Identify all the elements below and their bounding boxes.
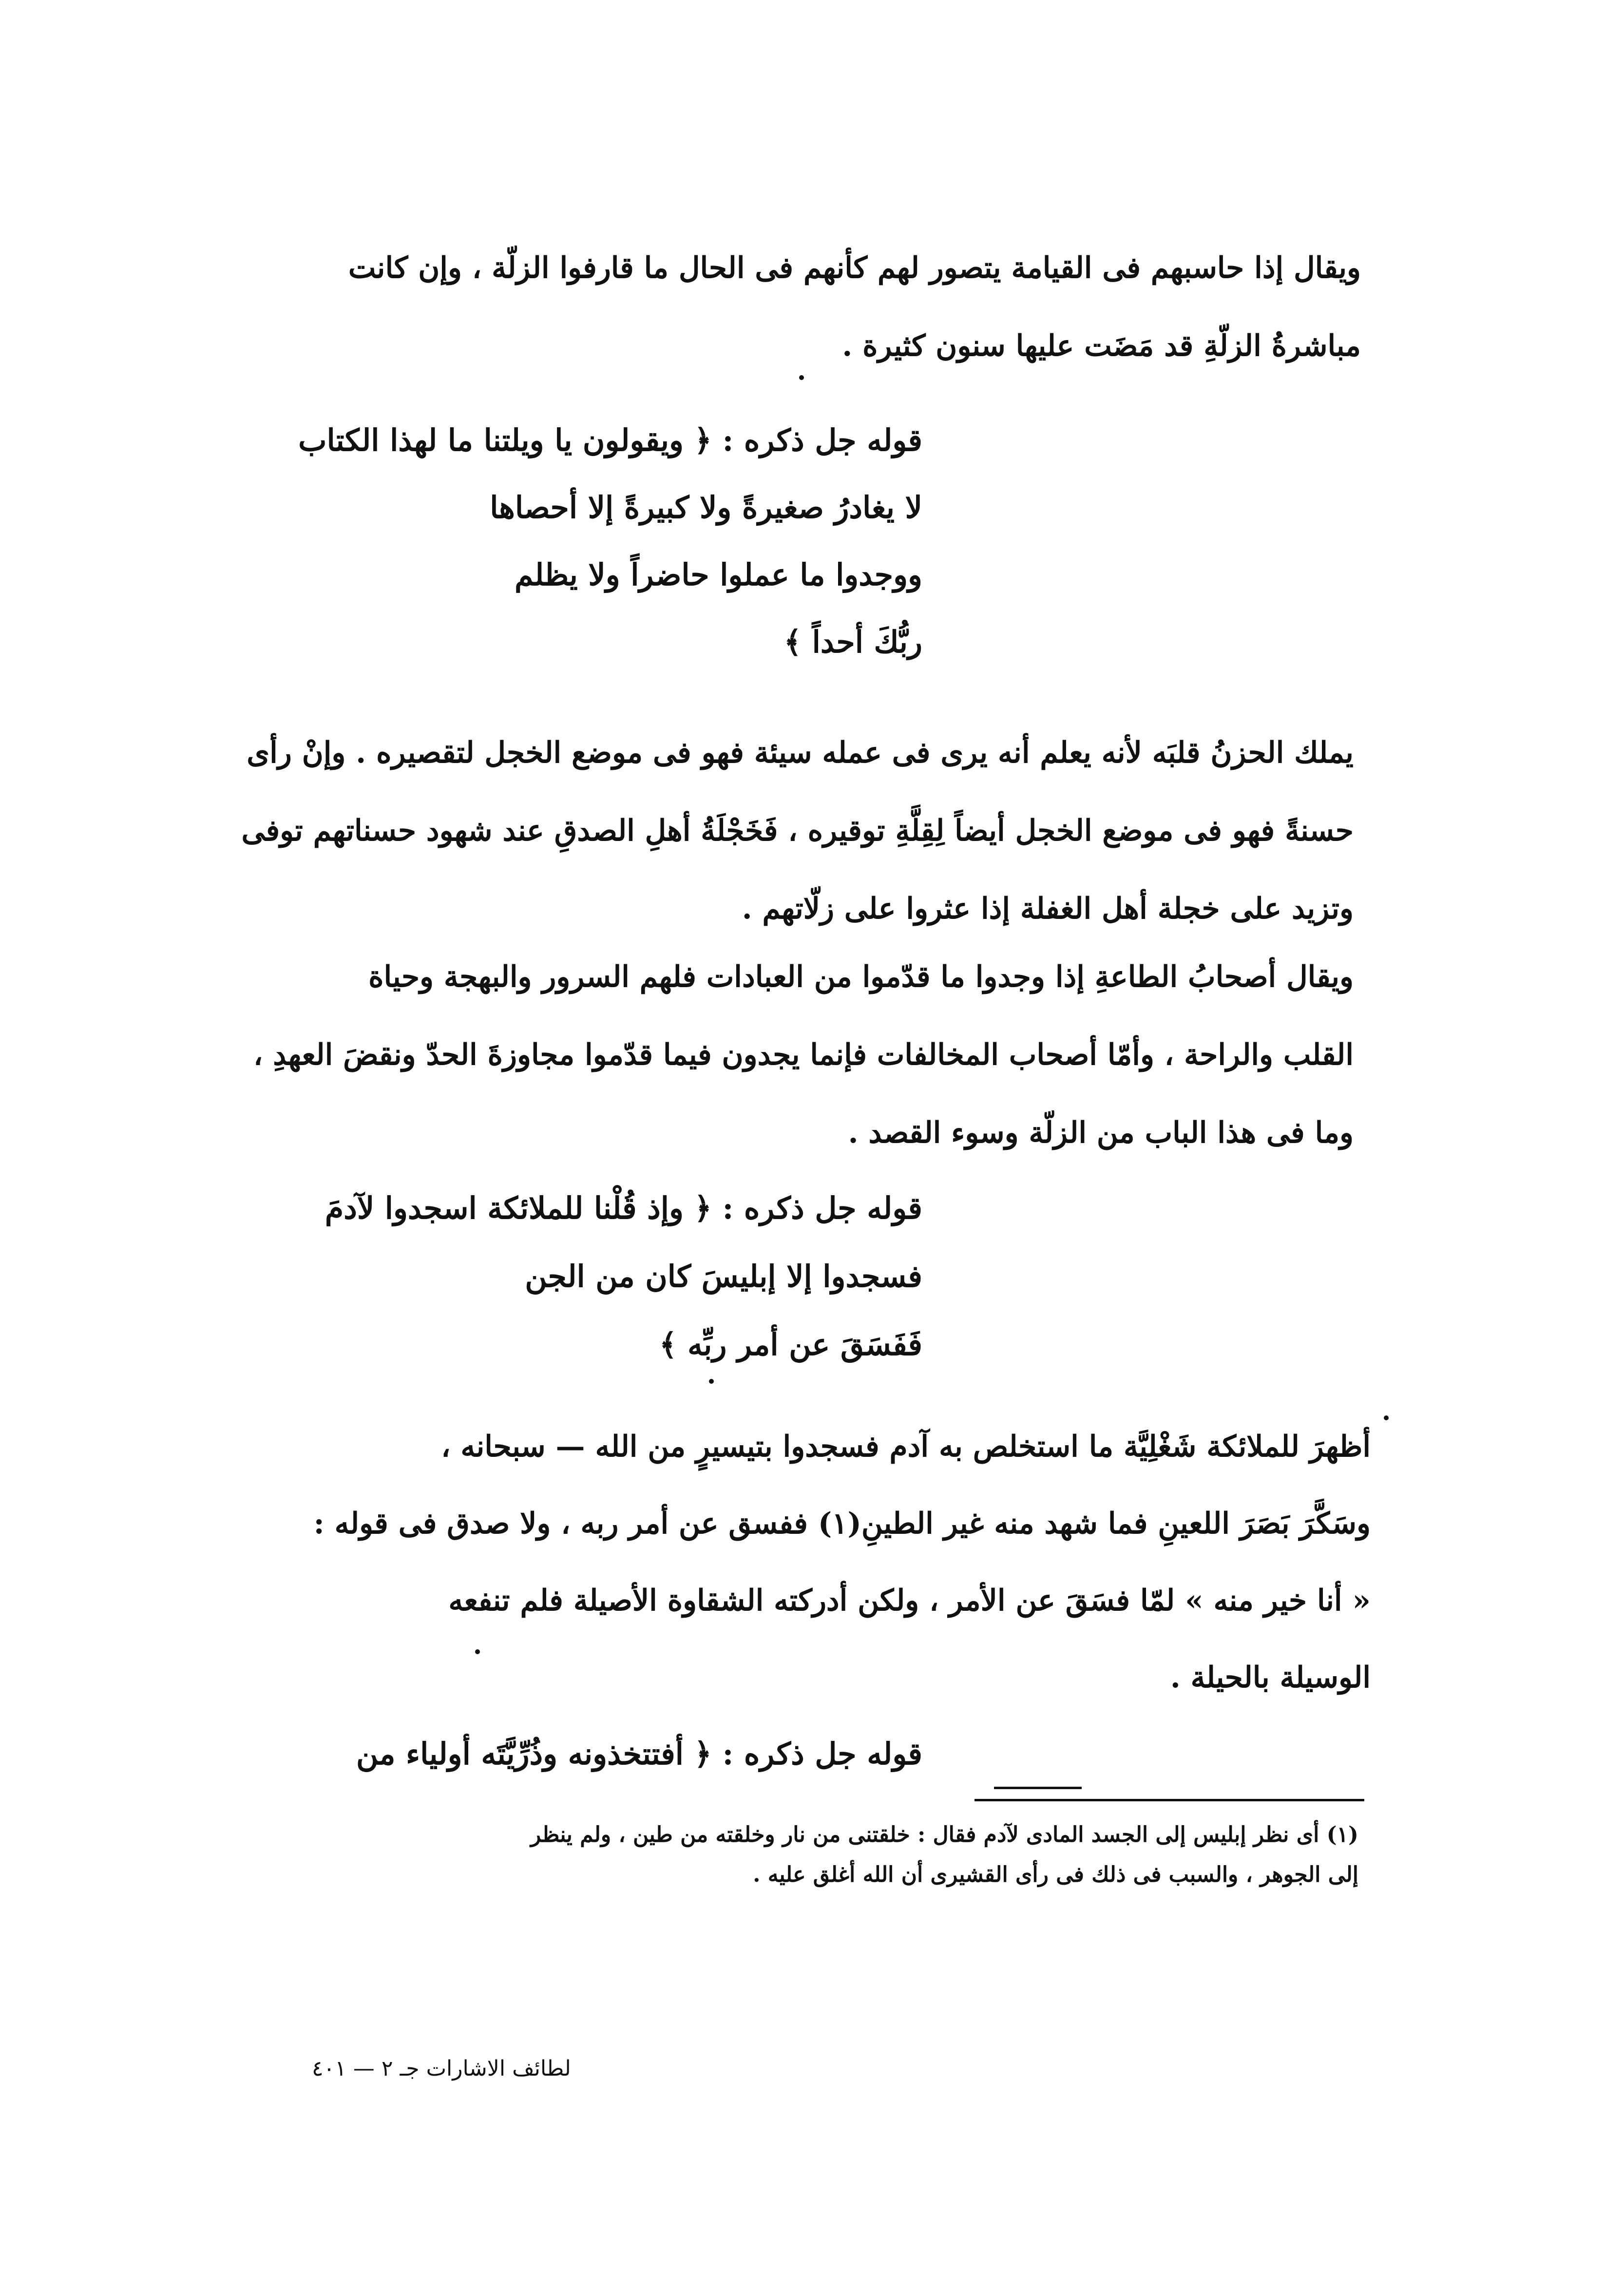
paragraph-1 [302, 229, 1361, 385]
page-footer: لطائف الاشارات جـ ٢ — ٤٠١ [312, 2056, 571, 2081]
paragraph-line: الوسيلة بالحيلة . [1170, 1661, 1371, 1695]
paragraph-3 [253, 938, 1354, 1172]
paragraph-line: وما فى هذا الباب من الزلّة وسوء القصد . [848, 1116, 1354, 1150]
paragraph-2 [241, 714, 1354, 948]
scan-speck [709, 1379, 714, 1384]
footnote-divider [974, 1799, 1364, 1801]
paragraph-line: القلب والراحة ، وأمّا أصحاب المخالفات فإنما يجدون فيما قدّموا مجاوزةَ الحدّ ونقضَ العهدِ ، [253, 1038, 1354, 1072]
verse-line: فَفَسَقَ عن أمر ربِّه ﴾ [659, 1327, 922, 1362]
verse-line: قوله جل ذكره : ﴿ وإذ قُلْنا للملائكة اسجدوا لآدمَ [325, 1190, 922, 1226]
paragraph-line: وتزيد على خجلة أهل الغفلة إذا عثروا على زلّاتهم . [742, 892, 1354, 926]
paragraph-line: مباشرةُ الزلّةِ قد مَضَت عليها سنون كثيرة . [842, 329, 1361, 363]
verse-line: ربُّكَ أحداً ﴾ [783, 624, 922, 660]
scan-speck [475, 1649, 480, 1654]
verse-line: قوله جل ذكره : ﴿ أفتتخذونه وذُرِّيَّتَه أولياء من [356, 1736, 922, 1772]
quran-verse-1 [289, 407, 922, 676]
paragraph-line: ويقال إذا حاسبهم فى القيامة يتصور لهم كأنهم فى الحال ما قارفوا الزلّة ، وإن كانت [348, 251, 1361, 285]
verse-line: ووجدوا ما عملوا حاضراً ولا يظلم [514, 557, 922, 592]
footnote-rule-short [994, 1787, 1082, 1789]
paragraph-line: وسَكَّرَ بَصَرَ اللعينِ فما شهد منه غير الطينِ(١) ففسق عن أمر ربه ، ولا صدق فى قوله : [313, 1507, 1371, 1541]
paragraph-4 [312, 1408, 1371, 1716]
paragraph-line: يملك الحزنُ قلبَه لأنه يعلم أنه يرى فى عمله سيئة فهو فى موضع الخجل لتقصيره . وإنْ رأى [247, 736, 1354, 770]
quran-verse-2 [289, 1174, 922, 1379]
paragraph-line: « أنا خير منه » لمّا فسَقَ عن الأمر ، ولكن أدركته الشقاوة الأصيلة فلم تنفعه [448, 1584, 1371, 1618]
verse-line: فسجدوا إلا إبليسَ كان من الجن [525, 1259, 922, 1294]
footnote-line: (١) أى نظر إبليس إلى الجسد المادى لآدم فقال : خلقتنى من نار وخلقته من طين ، ولم ينظر [531, 1822, 1358, 1847]
quran-verse-3 [143, 1720, 922, 1788]
paragraph-line: أظهرَ للملائكة شَغْلِيَّة ما استخلص به آدم فسجدوا بتيسيرٍ من الله — سبحانه ، [441, 1430, 1371, 1464]
verse-line: قوله جل ذكره : ﴿ ويقولون يا ويلتنا ما لهذا الكتاب [298, 422, 922, 458]
footnote [302, 1815, 1358, 1895]
verse-line: لا يغادرُ صغيرةً ولا كبيرةً إلا أحصاها [490, 490, 922, 525]
paragraph-line: ويقال أصحابُ الطاعةِ إذا وجدوا ما قدّموا من العبادات فلهم السرور والبهجة وحياة [368, 960, 1354, 994]
footnote-line: إلى الجوهر ، والسبب فى ذلك فى رأى القشيرى أن الله أغلق عليه . [753, 1862, 1358, 1887]
scan-speck [799, 375, 804, 380]
scan-speck [1384, 1415, 1389, 1420]
paragraph-line: حسنةً فهو فى موضع الخجل أيضاً لِقِلَّةِ توقيره ، فَخَجْلَةُ أهلِ الصدقِ عند شهود حسناتهم توفى [241, 814, 1354, 848]
